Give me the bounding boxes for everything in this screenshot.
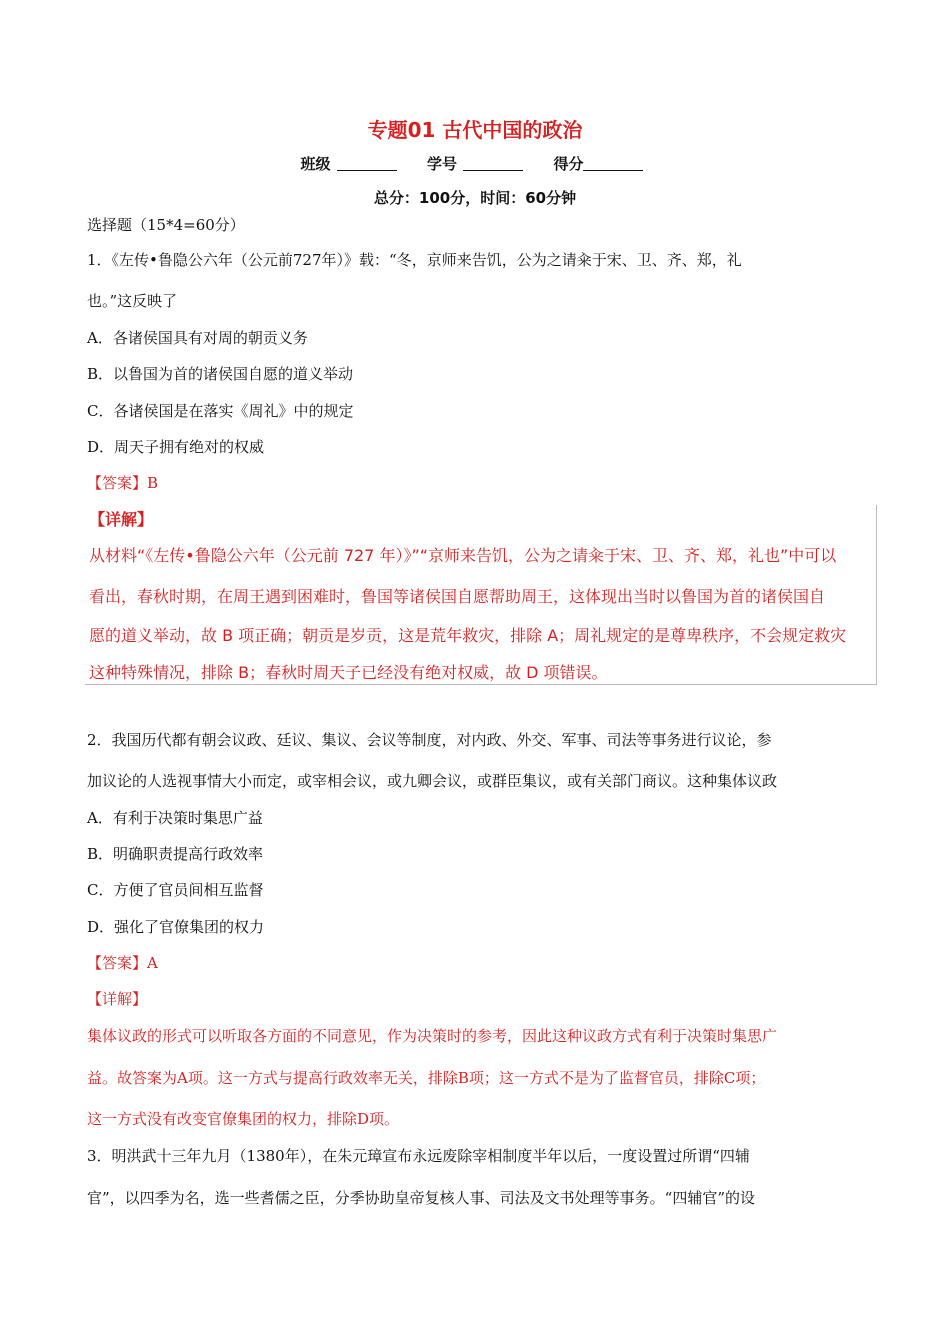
- q1-option-b: B．以鲁国为首的诸侯国自愿的道义举动: [87, 365, 354, 383]
- q1-option-a: A．各诸侯国具有对周的朝贡义务: [87, 329, 308, 347]
- q2-detail-label: 【详解】: [87, 990, 148, 1008]
- q2-detail-line-3: 这一方式没有改变官僚集团的权力，排除D项。: [87, 1110, 400, 1128]
- q1-stem-line-1: 1．《左传•鲁隐公六年（公元前727年）》载：“冬，京师来告饥，公为之请籴于宋、卫、齐、郑，礼: [87, 251, 742, 269]
- q2-detail-line-2: 益。故答案为A项。这一方式与提高行政效率无关，排除B项；这一方式不是为了监督官员，排除C项；: [87, 1069, 766, 1087]
- q2-option-d: D．强化了官僚集团的权力: [87, 918, 265, 936]
- class-label: 班级: [300, 155, 331, 173]
- q2-stem-line-1: 2．我国历代都有朝会议政、廷议、集议、会议等制度，对内政、外交、军事、司法等事务进行议论，参: [87, 731, 772, 749]
- section-heading: 选择题（15*4=60分）: [87, 216, 245, 234]
- q2-option-b: B．明确职责提高行政效率: [87, 845, 264, 863]
- q1-option-c: C．各诸侯国是在落实《周礼》中的规定: [87, 402, 354, 420]
- q2-stem-line-2: 加议论的人选视事情大小而定，或宰相会议，或九卿会议，或群臣集议，或有关部门商议。这种集体议政: [87, 772, 778, 790]
- page-title: 专题01 古代中国的政治: [367, 118, 583, 142]
- q1-detail-line-3: 愿的道义举动，故 B 项正确；朝贡是岁贡，这是荒年救灾，排除 A；周礼规定的是尊卑秩序，不会规定救灾: [89, 626, 847, 645]
- q2-option-a: A．有利于决策时集思广益: [87, 809, 263, 827]
- q2-option-c: C．方便了官员间相互监督: [87, 881, 264, 899]
- student-info-line: [0, 153, 950, 174]
- q1-answer: 【答案】B: [87, 474, 159, 492]
- score-blank[interactable]: [583, 156, 643, 171]
- q2-answer: 【答案】A: [87, 954, 158, 972]
- q1-detail-label: 【详解】: [89, 510, 154, 529]
- q3-stem-line-2: 官”，以四季为名，选一些耆儒之臣，分季协助皇帝复核人事、司法及文书处理等事务。“四辅官”的设: [87, 1189, 756, 1207]
- q1-detail-line-4: 这种特殊情况，排除 B；春秋时周天子已经没有绝对权威，故 D 项错误。: [89, 663, 608, 682]
- q2-detail-line-1: 集体议政的形式可以听取各方面的不同意见，作为决策时的参考，因此这种议政方式有利于决策时集思广: [87, 1027, 778, 1045]
- q1-stem-line-2: 也。”这反映了: [87, 292, 178, 310]
- student-id-label: 学号: [426, 155, 457, 173]
- score-label: 得分: [553, 155, 584, 173]
- q3-stem-line-1: 3．明洪武十三年九月（1380年），在朱元璋宣布永远废除宰相制度半年以后，一度设置过所谓“四辅: [87, 1147, 750, 1165]
- student-id-blank[interactable]: [463, 156, 523, 171]
- total-score-time: 总分：100分，时间：60分钟: [373, 189, 577, 207]
- q1-detail-line-1: 从材料“《左传•鲁隐公六年（公元前 727 年）》”“京师来告饥，公为之请籴于宋、卫、齐、郑，礼也”中可以: [89, 546, 837, 565]
- q1-option-d: D．周天子拥有绝对的权威: [87, 438, 265, 456]
- q1-detail-box: [85, 505, 877, 685]
- class-blank[interactable]: [337, 156, 397, 171]
- q1-detail-line-2: 看出，春秋时期，在周王遇到困难时，鲁国等诸侯国自愿帮助周王，这体现出当时以鲁国为首的诸侯国自: [89, 587, 826, 606]
